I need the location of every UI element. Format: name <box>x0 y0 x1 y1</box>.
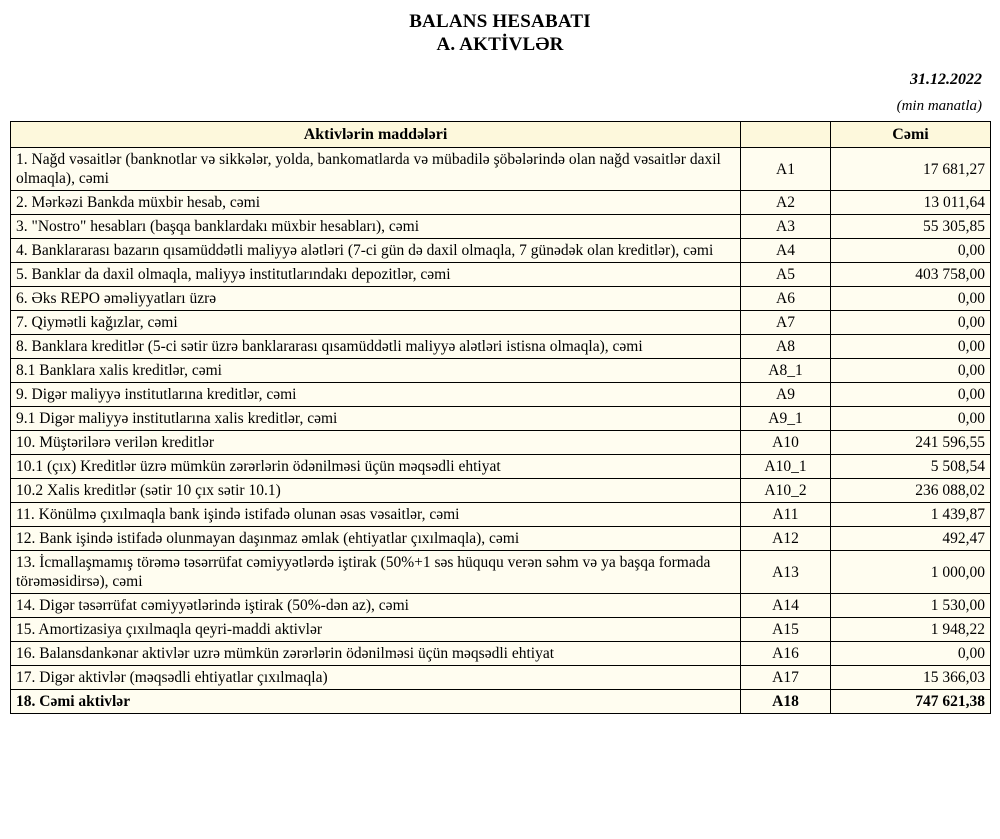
report-date: 31.12.2022 <box>910 71 982 88</box>
row-item-code: A16 <box>741 642 831 666</box>
row-item-total: 13 011,64 <box>831 191 991 215</box>
table-row <box>11 527 991 551</box>
row-item-label: 9. Digər maliyyə institutlarına kreditlər, cəmi <box>11 383 741 407</box>
table-row <box>11 359 991 383</box>
table-row <box>11 383 991 407</box>
table-row <box>11 215 991 239</box>
row-item-total: 0,00 <box>831 642 991 666</box>
row-item-label: 10.1 (çıx) Kreditlər üzrə mümkün zərərlərin ödənilməsi üçün məqsədli ehtiyat <box>11 455 741 479</box>
row-item-code: A8 <box>741 335 831 359</box>
row-item-total: 1 948,22 <box>831 618 991 642</box>
row-item-label: 2. Mərkəzi Bankda müxbir hesab, cəmi <box>11 191 741 215</box>
row-item-code: A15 <box>741 618 831 642</box>
row-item-total: 0,00 <box>831 239 991 263</box>
row-item-total: 403 758,00 <box>831 263 991 287</box>
table-row <box>11 594 991 618</box>
table-row <box>11 455 991 479</box>
row-item-code: A3 <box>741 215 831 239</box>
table-row <box>11 666 991 690</box>
row-item-code: A8_1 <box>741 359 831 383</box>
balance-sheet-table <box>10 121 991 714</box>
table-row <box>11 690 991 714</box>
table-row <box>11 479 991 503</box>
report-units: (min manatla) <box>896 98 982 114</box>
column-header-item: Aktivlərin maddələri <box>11 122 741 148</box>
row-item-code: A13 <box>741 551 831 594</box>
table-row <box>11 191 991 215</box>
row-item-code: A18 <box>741 690 831 714</box>
row-item-label: 10. Müştərilərə verilən kreditlər <box>11 431 741 455</box>
row-item-code: A17 <box>741 666 831 690</box>
row-item-label: 14. Digər təsərrüfat cəmiyyətlərində iştirak (50%-dən az), cəmi <box>11 594 741 618</box>
row-item-total: 55 305,85 <box>831 215 991 239</box>
row-item-total: 492,47 <box>831 527 991 551</box>
table-row <box>11 642 991 666</box>
row-item-label: 7. Qiymətli kağızlar, cəmi <box>11 311 741 335</box>
row-item-code: A12 <box>741 527 831 551</box>
row-item-label: 17. Digər aktivlər (məqsədli ehtiyatlar çıxılmaqla) <box>11 666 741 690</box>
row-item-total: 15 366,03 <box>831 666 991 690</box>
row-item-label: 8. Banklara kreditlər (5-ci sətir üzrə banklararası qısamüddətli maliyyə alətləri istisna olmaqla), cəmi <box>11 335 741 359</box>
row-item-code: A4 <box>741 239 831 263</box>
table-row <box>11 287 991 311</box>
row-item-total: 5 508,54 <box>831 455 991 479</box>
row-item-label: 3. "Nostro" hesabları (başqa banklardakı müxbir hesabları), cəmi <box>11 215 741 239</box>
table-row <box>11 551 991 594</box>
table-row <box>11 503 991 527</box>
row-item-code: A10_2 <box>741 479 831 503</box>
row-item-total: 0,00 <box>831 407 991 431</box>
report-meta <box>10 71 990 115</box>
table-row <box>11 335 991 359</box>
row-item-total: 0,00 <box>831 383 991 407</box>
row-item-label: 15. Amortizasiya çıxılmaqla qeyri-maddi aktivlər <box>11 618 741 642</box>
row-item-total: 0,00 <box>831 335 991 359</box>
row-item-code: A2 <box>741 191 831 215</box>
table-body <box>11 148 991 714</box>
row-item-total: 1 000,00 <box>831 551 991 594</box>
row-item-code: A10 <box>741 431 831 455</box>
page-subtitle: A. AKTİVLƏR <box>436 34 564 55</box>
row-item-total: 1 530,00 <box>831 594 991 618</box>
row-item-label: 8.1 Banklara xalis kreditlər, cəmi <box>11 359 741 383</box>
row-item-code: A7 <box>741 311 831 335</box>
row-item-code: A1 <box>741 148 831 191</box>
table-row <box>11 148 991 191</box>
row-item-code: A6 <box>741 287 831 311</box>
row-item-label: 11. Könülmə çıxılmaqla bank işində istifadə olunan əsas vəsaitlər, cəmi <box>11 503 741 527</box>
table-row <box>11 263 991 287</box>
column-header-code <box>741 122 831 148</box>
page-title: BALANS HESABATI <box>409 11 591 32</box>
row-item-total: 1 439,87 <box>831 503 991 527</box>
row-item-label: 12. Bank işində istifadə olunmayan daşınmaz əmlak (ehtiyatlar çıxılmaqla), cəmi <box>11 527 741 551</box>
row-item-total: 17 681,27 <box>831 148 991 191</box>
row-item-total: 236 088,02 <box>831 479 991 503</box>
row-item-total: 747 621,38 <box>831 690 991 714</box>
table-row <box>11 239 991 263</box>
row-item-code: A9_1 <box>741 407 831 431</box>
row-item-code: A11 <box>741 503 831 527</box>
table-row <box>11 618 991 642</box>
row-item-total: 241 596,55 <box>831 431 991 455</box>
row-item-total: 0,00 <box>831 359 991 383</box>
row-item-label: 9.1 Digər maliyyə institutlarına xalis kreditlər, cəmi <box>11 407 741 431</box>
row-item-total: 0,00 <box>831 287 991 311</box>
row-item-label: 5. Banklar da daxil olmaqla, maliyyə institutlarındakı depozitlər, cəmi <box>11 263 741 287</box>
row-item-label: 16. Balansdankənar aktivlər uzrə mümkün zərərlərin ödənilməsi üçün məqsədli ehtiyat <box>11 642 741 666</box>
row-item-label: 4. Banklararası bazarın qısamüddətli maliyyə alətləri (7-ci gün də daxil olmaqla, 7 günədək olan kreditlər), cəmi <box>11 239 741 263</box>
row-item-code: A9 <box>741 383 831 407</box>
row-item-code: A14 <box>741 594 831 618</box>
row-item-label: 10.2 Xalis kreditlər (sətir 10 çıx sətir 10.1) <box>11 479 741 503</box>
row-item-label: 13. İcmallaşmamış törəmə təsərrüfat cəmiyyətlərdə iştirak (50%+1 səs hüququ verən səhm və ya başqa formada törəməsidirsə), cəmi <box>11 551 741 594</box>
table-row <box>11 431 991 455</box>
table-header-row <box>11 122 991 148</box>
row-item-label: 6. Əks REPO əməliyyatları üzrə <box>11 287 741 311</box>
report-title-block <box>10 10 990 57</box>
row-item-label: 1. Nağd vəsaitlər (banknotlar və sikkələr, yolda, bankomatlarda və mübadilə şöbələrində olan nağd vəsaitlər daxil olmaqla), cəmi <box>11 148 741 191</box>
row-item-code: A10_1 <box>741 455 831 479</box>
table-row <box>11 407 991 431</box>
column-header-total: Cəmi <box>831 122 991 148</box>
row-item-total: 0,00 <box>831 311 991 335</box>
table-row <box>11 311 991 335</box>
row-item-code: A5 <box>741 263 831 287</box>
row-item-label: 18. Cəmi aktivlər <box>11 690 741 714</box>
